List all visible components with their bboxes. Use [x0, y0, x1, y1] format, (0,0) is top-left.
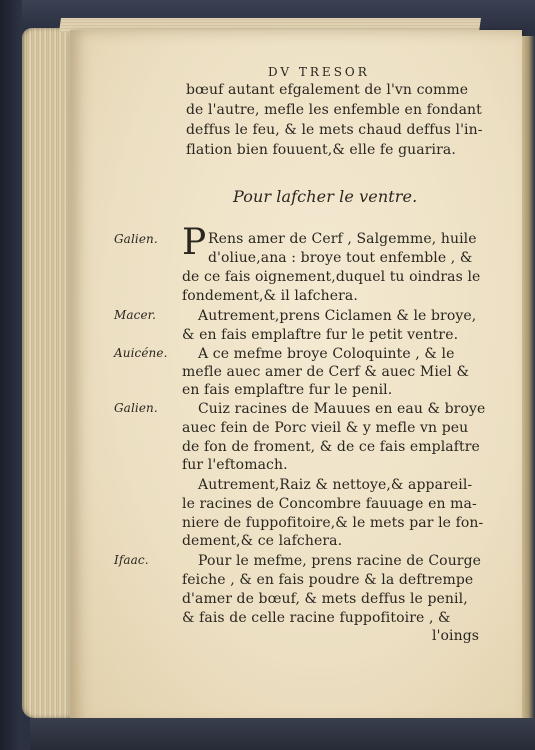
margin-note-author: Galien. — [114, 401, 158, 415]
body-line: dement,& ce lafchera. — [182, 533, 343, 549]
body-line: A ce mefme broye Coloquinte , & le — [198, 346, 455, 362]
body-line: de fon de froment, & de ce fais emplaftre — [182, 439, 480, 455]
body-line: fondement,& il lafchera. — [182, 288, 358, 304]
margin-note-author: Macer. — [114, 308, 157, 322]
body-line: Rens amer de Cerf , Salgemme, huile — [208, 231, 477, 247]
body-line: Cuiz racines de Mauues en eau & broye — [198, 401, 486, 417]
margin-note-author: Galien. — [114, 232, 158, 246]
body-line: Autrement,prens Ciclamen & le broye, — [198, 308, 477, 324]
intro-line: bœuf autant efgalement de l'vn comme — [186, 82, 469, 98]
intro-line: deffus le feu, & le mets chaud deffus l'in- — [186, 122, 483, 138]
body-line: mefle auec amer de Cerf & auec Miel & — [182, 364, 470, 380]
body-line: d'amer de bœuf, & mets deffus le penil, — [182, 591, 468, 607]
body-line: auec fein de Porc vieil & y mefle vn peu — [182, 420, 469, 436]
body-line: en fais emplaftre fur le penil. — [182, 382, 393, 398]
background-bottom — [30, 718, 535, 750]
body-line: niere de fuppofitoire,& le mets par le fon- — [182, 515, 484, 531]
body-line: de ce fais oignement,duquel tu oindras le — [182, 269, 481, 285]
body-line: l'oings — [432, 628, 480, 644]
body-line: fur l'eftomach. — [182, 457, 288, 473]
body-line: le racines de Concombre fauuage en ma- — [182, 496, 477, 512]
body-line: feiche , & en fais poudre & la deftrempe — [182, 572, 474, 588]
book-spine-shadow — [0, 0, 22, 750]
margin-note-author: Ifaac. — [114, 553, 149, 567]
body-line: Autrement,Raiz & nettoye,& appareil- — [198, 477, 473, 493]
intro-line: de l'autre, mefle les enfemble en fondant — [186, 102, 482, 118]
drop-cap: P — [182, 222, 207, 263]
body-line: Pour le mefme, prens racine de Courge — [198, 553, 482, 569]
body-line: d'oliue,ana : broye tout enfemble , & — [208, 250, 473, 266]
body-line: & en fais emplaftre fur le petit ventre. — [182, 327, 459, 343]
page-edge-right — [522, 36, 535, 726]
section-title: Pour lafcher le ventre. — [233, 187, 418, 206]
body-line: & fais de celle racine fuppofitoire , & — [182, 610, 451, 626]
margin-note-author: Auicéne. — [114, 346, 168, 360]
intro-line: flation bien fouuent,& elle fe guarira. — [186, 142, 456, 158]
running-header: DV TRESOR — [268, 65, 370, 79]
